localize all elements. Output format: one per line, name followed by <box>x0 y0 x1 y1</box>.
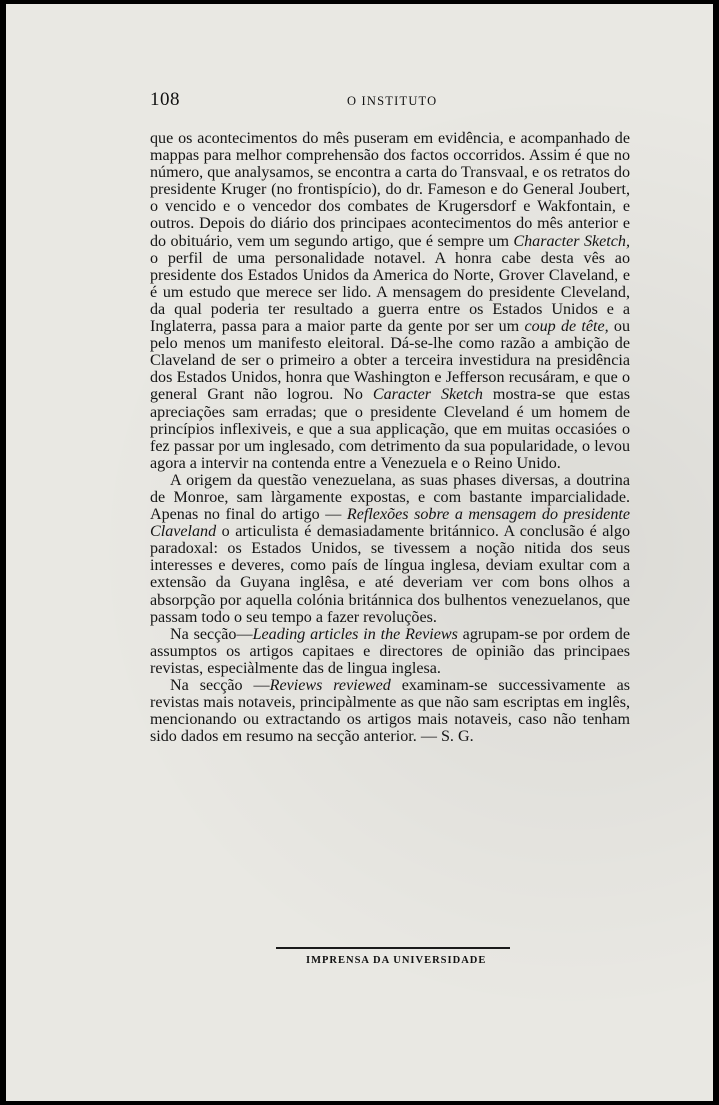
italic-text: Reviews reviewed <box>269 677 391 694</box>
italic-text: Reflexões sobre a mensagem do presidente Claveland <box>150 506 630 541</box>
page-number: 108 <box>150 89 180 110</box>
text-segment: examinam-se successivamente as revistas mais notaveis, principàlmente as que não sam escriptas em inglês, mencionando ou extractando os artigos mais notaveis, caso não tenham sido dados em resumo na secção anterior. — S. G. <box>150 677 630 746</box>
italic-text: Character Sketch, <box>513 232 630 250</box>
text-segment: mostra-se que estas apreciações sam erradas; que o presidente Cleveland é um homem de princípios inflexiveis, e que a sua applicação, que em muitas occasióes o fez passar por um inglesado, com detrimento da sua popularidade, o levou agora a intervir na contenda entre a Venezuela e o Reino Unido. <box>150 386 630 472</box>
italic-text: Leading articles in the Reviews <box>252 625 458 643</box>
text-segment: que os acontecimentos do mês puseram em evidência, e acompanhado de mappas para melhor comprehensão dos factos occorridos. Assim é que no número, que analysamos, se encontra a carta do Transvaal, e os retratos do presidente Kruger (no frontispício), do dr. Fameson e do General Joubert, o vencido e o vencedor dos combates de Krugersdorf e Wakfontain, e outros. Depois do diário dos principaes acontecimentos do mês anterior e do obituário, vem um segundo artigo, que é sempre um <box>150 130 630 250</box>
text-segment: agrupam-se por ordem de assumptos os artigos capitaes e directores de opinião das principaes revistas, especiàlmente das de lingua inglesa. <box>150 625 631 677</box>
printer-imprint: IMPRENSA DA UNIVERSIDADE <box>306 955 487 966</box>
document-page <box>6 4 713 1101</box>
body-paragraph <box>150 472 630 626</box>
text-segment: o articulista é demasiadamente británnico. A conclusão é algo paradoxal: os Estados Unidos, se tivessem a noção nitida dos seus interesses e deveres, como país de língua inglesa, deviam exultar com a extensão da Guyana inglêsa, e até deveriam ver com bons olhos a absorpção por aquella colónia británnica dos bulhentos venezuelanos, que passam todo o seu tempo a fazer revoluções. <box>150 523 630 626</box>
running-title: O INSTITUTO <box>347 94 438 108</box>
italic-text: Caracter Sketch <box>372 386 483 404</box>
footer-rule <box>276 947 510 949</box>
page-header <box>150 89 630 113</box>
text-segment: Na secção— <box>170 625 253 643</box>
italic-text: coup de tête, <box>524 318 609 336</box>
article-body <box>150 130 630 745</box>
text-segment: Na secção — <box>170 677 270 694</box>
body-paragraph <box>150 626 630 677</box>
text-segment: o perfil de uma personalidade notavel. A honra cabe desta vês ao presidente dos Estados Unidos da America do Norte, Grover Claveland, e é um estudo que merece ser lido. A mensagem do presidente Cleveland, da qual poderia ter resultado a guerra entre os Estados Unidos e a Inglaterra, passa para a maior parte da gente por ser um <box>150 249 630 336</box>
body-paragraph <box>150 130 630 472</box>
text-segment: A origem da questão venezuelana, as suas phases diversas, a doutrina de Monroe, sam làrgamente expostas, e com bastante imparcialidade. Apenas no final do artigo — <box>150 471 630 524</box>
body-paragraph <box>150 677 630 745</box>
text-segment: ou pelo menos um manifesto eleitoral. Dá-se-lhe como razão a ambição de Claveland de ser o primeiro a obter a terceira investidura na presidência dos Estados Unidos, honra que Washington e Jefferson recusáram, e que o general Grant não logrou. No <box>150 318 630 404</box>
